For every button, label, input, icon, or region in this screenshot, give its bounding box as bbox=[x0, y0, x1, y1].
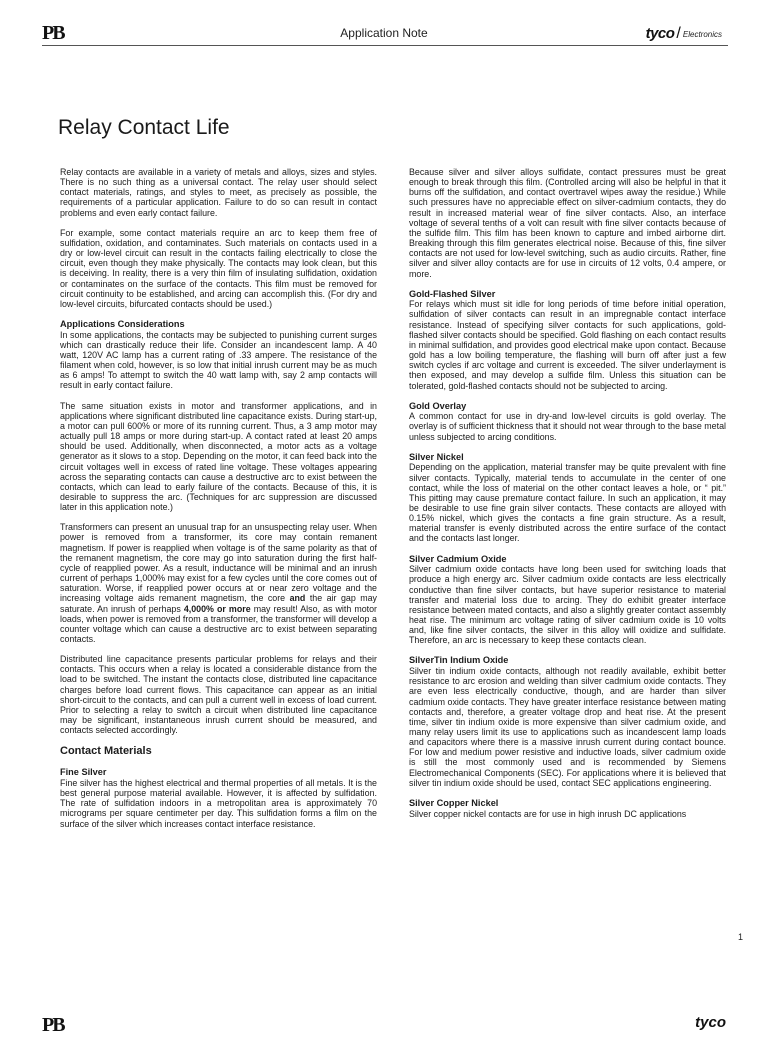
silver-cadmium-oxide-heading: Silver Cadmium Oxide bbox=[409, 553, 507, 564]
gold-overlay-heading: Gold Overlay bbox=[409, 400, 467, 411]
tyco-division-label: Electronics bbox=[682, 30, 722, 39]
document-title: Relay Contact Life bbox=[58, 116, 230, 139]
silver-cadmium-oxide-paragraph: Silver cadmium oxide contacts have long been used for switching loads that produce a high energy arc. Silver cadmium oxide contacts are less electrically conductive than fine silver contacts, but have superior resistance to material transfer and material loss due to arcing. They do exhibit greater interface resistance between mated contacts, and also a slightly greater contact assembly heat rise. The minimum arc voltage rating of silver cadmium oxide is 10 volts and, like fine silver contacts, the silver in this alloy will oxidize and sulfidate. Therefore, an arc is necessary to keep these contacts clean. bbox=[409, 564, 726, 646]
silver-sulfidation-paragraph: Because silver and silver alloys sulfidate, contact pressures must be great enough to break through this film. (Controlled arcing will also be helpful in that it burns off the sulfidation, and contact overtravel wipes away the residue.) While such pressures have no appreciable effect on silver-cadmium contacts, they do result in increased material wear of fine silver contacts. Also, an interface voltage of several tenths of a volt can result with fine silver contacts because of the sulfide film. This film has been known to capture and imbed airborne dirt. Breaking through this film generates electrical noise. Because of this, fine silver contacts are not used for low-level switching, such as audio circuits. Rather, fine silver and silver alloy contacts are for use in circuits of 12 volts, 0.4 ampere, or more. bbox=[409, 167, 726, 279]
applications-considerations-heading: Applications Considerations bbox=[60, 319, 185, 330]
page-number: 1 bbox=[738, 932, 744, 942]
gold-overlay-paragraph: A common contact for use in dry-and low-level circuits is gold overlay. The overlay is of sufficient thickness that it should not wear through to the base metal unless subjected to arcing conditions. bbox=[409, 411, 726, 442]
pb-logo: PB bbox=[42, 22, 64, 44]
and-emphasis: and bbox=[289, 593, 306, 604]
contact-materials-heading: Contact Materials bbox=[60, 745, 152, 758]
intro-paragraph-2: For example, some contact materials require an arc to keep them free of sulfidation, oxidation, and contaminates. Such materials on contacts used in a dry or low-level circuit can result in the contacts failing electrically to close the circuit, even though they make physically. The contacts may look clean, but this is deceiving. In reality, there is a very thin film of insulating sulfidation, oxidation or contaminates on the surface of the contacts. This film must be removed for circuit continuity to be established, and arcing can accomplish this. (For dry and low-level circuits, bifurcated contacts should be used.) bbox=[60, 227, 377, 309]
logo-slash-divider: / bbox=[676, 25, 681, 42]
footer-pb-logo: PB bbox=[42, 1014, 64, 1036]
transformer-text-b: the air gap may saturate. An inrush of perhaps bbox=[60, 593, 377, 614]
gold-flashed-silver-heading: Gold-Flashed Silver bbox=[409, 288, 496, 299]
fine-silver-heading: Fine Silver bbox=[60, 767, 107, 778]
silver-nickel-paragraph: Depending on the application, material transfer may be quite prevalent with fine silver contacts. Typically, material tends to accumulate in the center of one contact, while the loss of material on the other contact leaves a hole, or “ pit.” This pitting may cause premature contact failure. In such an application, it may be desirable to use fine grain silver contacts. These contacts are alloyed with 0.15% nickel, which gives the contacts a fine grain structure. As a result, material transfer is evenly distributed across the entire surface of the contact and the contacts last longer. bbox=[409, 462, 726, 544]
silver-nickel-heading: Silver Nickel bbox=[409, 451, 464, 462]
header-document-type: Application Note bbox=[340, 26, 428, 40]
page-header bbox=[0, 0, 768, 48]
inrush-percent-emphasis: 4,000% or more bbox=[183, 603, 251, 614]
applications-paragraph-2: The same situation exists in motor and transformer applications, and in applications where significant distributed line capacitance exists. During start-up, a motor can pull 600% or more of its running current. Thus, a 3 amp motor may actually pull 18 amps or more during start-up. A contact rated at least 20 amps should be used. Additionally, when disconnected, a motor acts as a voltage generator as it slows to a stop. Depending on the motor, it can feed back into the circuit voltages well in excess of rated line voltage. These voltages appearing across the separating contacts can cause a destructive arc to exist between the contacts, which can lead to early failure of the contacts. Because of this, it is desirable to suppress the arc. (Techniques for arc suppression are discussed later in this application note.) bbox=[60, 400, 377, 513]
transformer-text-c: may result! Also, as with motor loads, when power is removed from a transformer, the transformer will develop a counter voltage which can cause a destructive arc to exist between separating contacts. bbox=[60, 603, 378, 644]
tyco-electronics-logo bbox=[646, 24, 722, 42]
silver-copper-nickel-heading: Silver Copper Nickel bbox=[409, 797, 499, 808]
header-rule bbox=[42, 45, 728, 46]
left-column bbox=[60, 167, 377, 839]
gold-flashed-silver-paragraph: For relays which must sit idle for long periods of time before initial operation, sulfidation of silver contacts can result in an impregnable contact interface resistance. Instead of specifying silver contacts for such applications, gold-flashed silver contacts should be specified. Gold flashing on each contact results in minimal sulfidation, and provides good electrical make upon contact. Because gold has a low boiling temperature, the flashing will burn off after just a few switch cycles if arc voltage and current is exceeded. The silver underlayment is then exposed, and may develop a sulfide film. Unless this situation can be tolerated, gold-flashed contacts should not be subjected to arcing. bbox=[409, 299, 726, 391]
applications-paragraph-1: In some applications, the contacts may be subjected to punishing current surges which can drastically reduce their life. Consider an incandescent lamp. A 40 watt, 120V AC lamp has a current rating of .33 ampere. The resistance of the filament when cold, however, is so low that initial inrush current may be as much as 6 amps! To attempt to switch the 40 watt lamp with, say 2 amp contacts will result in early contact failure. bbox=[60, 329, 377, 391]
applications-paragraph-3 bbox=[60, 522, 377, 644]
next-page-header-strip bbox=[42, 1014, 728, 1036]
intro-paragraph-1: Relay contacts are available in a variety of metals and alloys, sizes and styles. There is no such thing as a universal contact. The relay user should select contact materials, ratings, and styles to meet, as precisely as possible, the requirements of a particular application. Failure to do so can result in contact problems and even early contact failure. bbox=[60, 167, 377, 218]
footer-tyco-logo: tyco bbox=[695, 1014, 726, 1031]
transformer-text-a: Transformers can present an unusual trap for an unsuspecting relay user. When power is removed from a transformer, its core may contain remanent magnetism. If power is reapplied when voltage is of the same polarity as that of the remanent magnetism, the core may go into saturation during the first half-cycle of reapplied power. As a result, inductance will be minimal and an inrush current of perhaps 1,000% may exist for a few cycles until the core comes out of saturation. Worse, if reapplied power occurs at or near zero voltage and the increasing voltage aids remanent magnetism, the core bbox=[60, 522, 377, 604]
silver-tin-indium-oxide-paragraph: Silver tin indium oxide contacts, although not readily available, exhibit better resistance to arc erosion and welding than silver cadmium oxide contacts. They are even less electrically conductive, though, and are harder than silver cadmium oxide contacts. They have greater interface resistance between mating contacts and, therefore, a greater voltage drop and heat rise. At the present time, silver tin indium oxide is more expensive than silver cadmium oxide, and many relay users limit its use to applications such as incandescent lamp loads and capacitors where there is a massive inrush current during contact bounce. For low and medium power resistive and inductive loads, silver cadmium oxide is still the most commonly used and is recommended by Siemens Electromechanical Components (SEC). For applications where it is believed that silver tin indium oxide should be used, contact SEC applications engineering. bbox=[409, 666, 726, 788]
applications-paragraph-4: Distributed line capacitance presents particular problems for relays and their contacts. This occurs when a relay is located a considerable distance from the load to be switched. The instant the contacts close, distributed line capacitance charges before load current flows. This capacitance can appear as an initial short-circuit to the contacts, and can pull a current well in excess of load current. Prior to selecting a relay to switch a circuit when distributed line capacitance may be significant, instantaneous inrush current should be measured, and contacts selected accordingly. bbox=[60, 654, 377, 736]
fine-silver-paragraph: Fine silver has the highest electrical and thermal properties of all metals. It is the best general purpose material available. However, it is affected by sulfidation. The rate of sulfidation indoors in a metropolitan area is approximately 70 micrograms per square centimeter per day. This sulfidation forms a film on the surface of the silver which increases contact interface resistance. bbox=[60, 778, 377, 829]
tyco-wordmark: tyco bbox=[645, 25, 675, 42]
right-column bbox=[409, 167, 726, 829]
silver-copper-nickel-paragraph: Silver copper nickel contacts are for use in high inrush DC applications bbox=[409, 808, 687, 819]
silver-tin-indium-oxide-heading: SilverTin Indium Oxide bbox=[409, 655, 509, 666]
